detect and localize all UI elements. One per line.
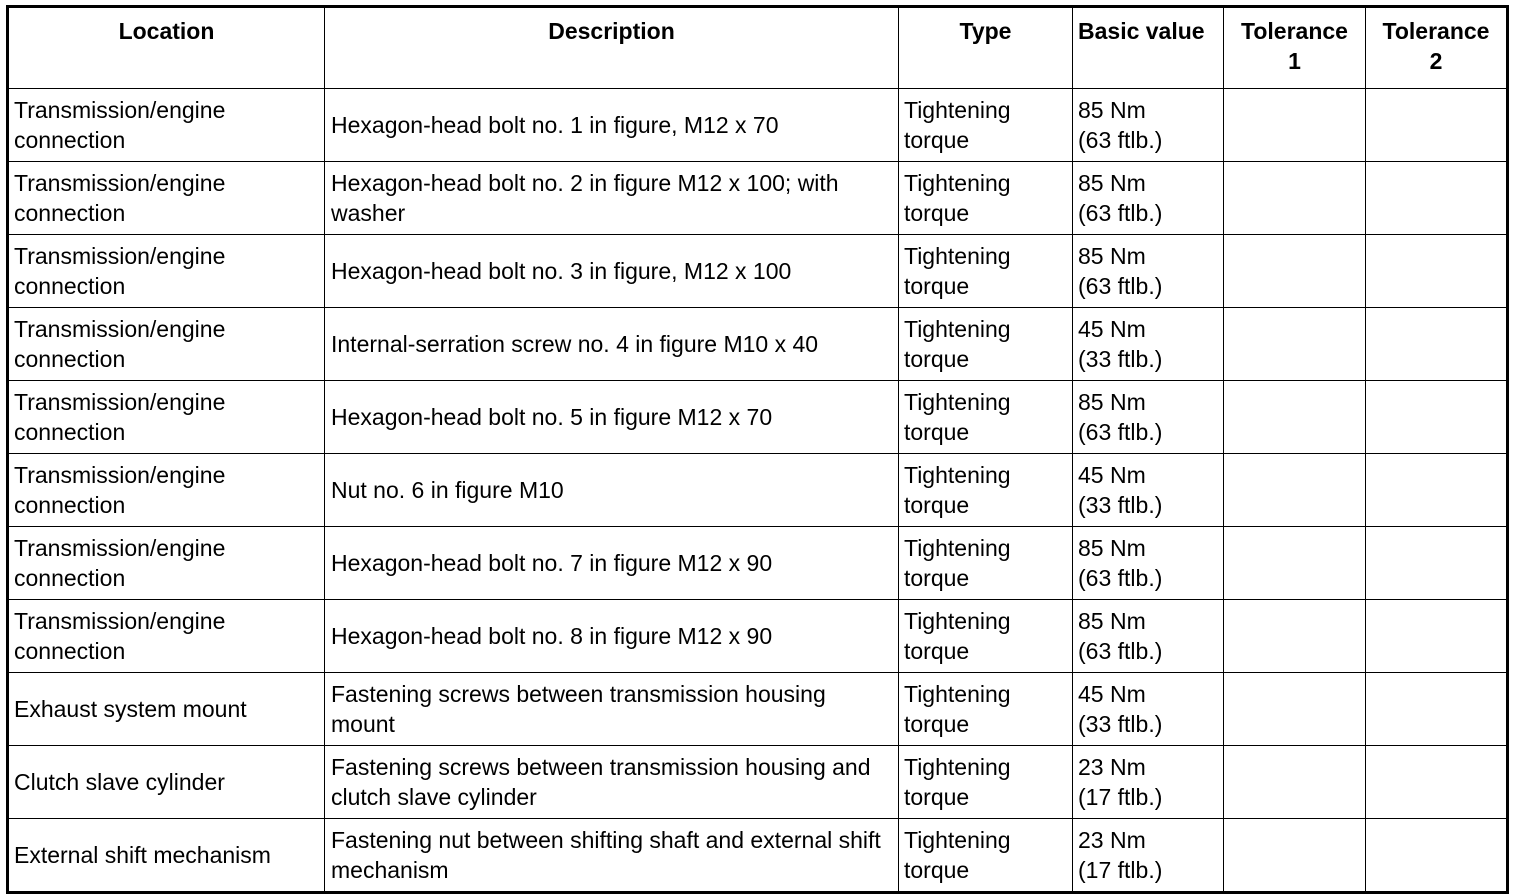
location-cell: Transmission/engine connection <box>8 308 325 381</box>
value-nm: 85 Nm <box>1078 389 1146 415</box>
value-ftlb: (33 ftlb.) <box>1078 492 1163 518</box>
header-tolerance-2-label: Tolerance <box>1382 18 1490 44</box>
location-cell: Clutch slave cylinder <box>8 746 325 819</box>
tolerance-2-cell <box>1366 308 1508 381</box>
tolerance-2-cell <box>1366 673 1508 746</box>
basic-value-cell <box>1073 600 1224 673</box>
tolerance-2-cell <box>1366 746 1508 819</box>
type-cell: Tightening torque <box>899 308 1073 381</box>
value-ftlb: (63 ftlb.) <box>1078 419 1163 445</box>
value-nm: 45 Nm <box>1078 316 1146 342</box>
value-nm: 85 Nm <box>1078 170 1146 196</box>
basic-value-cell <box>1073 527 1224 600</box>
tolerance-1-cell <box>1224 746 1366 819</box>
tolerance-1-cell <box>1224 89 1366 162</box>
value-nm: 45 Nm <box>1078 462 1146 488</box>
basic-value-cell <box>1073 308 1224 381</box>
tolerance-2-cell <box>1366 454 1508 527</box>
value-ftlb: (63 ftlb.) <box>1078 638 1163 664</box>
value-nm: 85 Nm <box>1078 243 1146 269</box>
table-row <box>8 746 1508 819</box>
header-row <box>8 7 1508 89</box>
location-cell: Transmission/engine connection <box>8 235 325 308</box>
value-ftlb: (63 ftlb.) <box>1078 127 1163 153</box>
tolerance-2-cell <box>1366 162 1508 235</box>
table-row <box>8 89 1508 162</box>
location-cell: Transmission/engine connection <box>8 89 325 162</box>
header-tolerance-1 <box>1224 7 1366 89</box>
description-cell: Hexagon-head bolt no. 2 in figure M12 x 100; with washer <box>325 162 899 235</box>
description-cell: Hexagon-head bolt no. 3 in figure, M12 x 100 <box>325 235 899 308</box>
basic-value-cell <box>1073 89 1224 162</box>
tolerance-2-cell <box>1366 819 1508 893</box>
type-cell: Tightening torque <box>899 235 1073 308</box>
value-ftlb: (33 ftlb.) <box>1078 346 1163 372</box>
value-ftlb: (63 ftlb.) <box>1078 200 1163 226</box>
type-cell: Tightening torque <box>899 454 1073 527</box>
tolerance-1-cell <box>1224 527 1366 600</box>
type-cell: Tightening torque <box>899 600 1073 673</box>
location-cell: Exhaust system mount <box>8 673 325 746</box>
location-cell: Transmission/engine connection <box>8 162 325 235</box>
table-row <box>8 162 1508 235</box>
header-tolerance-2-number: 2 <box>1429 48 1443 74</box>
tolerance-1-cell <box>1224 162 1366 235</box>
value-ftlb: (17 ftlb.) <box>1078 784 1163 810</box>
header-location: Location <box>8 7 325 89</box>
type-cell: Tightening torque <box>899 89 1073 162</box>
basic-value-cell <box>1073 673 1224 746</box>
value-ftlb: (17 ftlb.) <box>1078 857 1163 883</box>
type-cell: Tightening torque <box>899 746 1073 819</box>
location-cell: Transmission/engine connection <box>8 527 325 600</box>
tolerance-2-cell <box>1366 235 1508 308</box>
description-cell: Fastening screws between transmission housing and clutch slave cylinder <box>325 746 899 819</box>
value-ftlb: (33 ftlb.) <box>1078 711 1163 737</box>
header-tolerance-1-label: Tolerance <box>1241 18 1348 44</box>
header-description: Description <box>325 7 899 89</box>
torque-spec-table <box>6 5 1509 894</box>
header-type: Type <box>899 7 1073 89</box>
table-row <box>8 308 1508 381</box>
description-cell: Fastening nut between shifting shaft and external shift mechanism <box>325 819 899 893</box>
tolerance-1-cell <box>1224 673 1366 746</box>
header-tolerance-1-number: 1 <box>1288 48 1301 74</box>
basic-value-cell <box>1073 381 1224 454</box>
type-cell: Tightening torque <box>899 381 1073 454</box>
location-cell: External shift mechanism <box>8 819 325 893</box>
location-cell: Transmission/engine connection <box>8 454 325 527</box>
description-cell: Internal-serration screw no. 4 in figure M10 x 40 <box>325 308 899 381</box>
table-body <box>8 89 1508 893</box>
table-row <box>8 600 1508 673</box>
table-row <box>8 819 1508 893</box>
tolerance-1-cell <box>1224 819 1366 893</box>
table-row <box>8 381 1508 454</box>
table-row <box>8 454 1508 527</box>
description-cell: Hexagon-head bolt no. 8 in figure M12 x 90 <box>325 600 899 673</box>
value-nm: 45 Nm <box>1078 681 1146 707</box>
value-nm: 85 Nm <box>1078 535 1146 561</box>
table-row <box>8 673 1508 746</box>
location-cell: Transmission/engine connection <box>8 600 325 673</box>
tolerance-1-cell <box>1224 381 1366 454</box>
type-cell: Tightening torque <box>899 819 1073 893</box>
table-row <box>8 235 1508 308</box>
tolerance-2-cell <box>1366 527 1508 600</box>
description-cell: Hexagon-head bolt no. 1 in figure, M12 x 70 <box>325 89 899 162</box>
table-row <box>8 527 1508 600</box>
tolerance-2-cell <box>1366 381 1508 454</box>
description-cell: Fastening screws between transmission housing mount <box>325 673 899 746</box>
tolerance-2-cell <box>1366 600 1508 673</box>
tolerance-1-cell <box>1224 308 1366 381</box>
value-ftlb: (63 ftlb.) <box>1078 565 1163 591</box>
value-nm: 23 Nm <box>1078 754 1146 780</box>
description-cell: Hexagon-head bolt no. 7 in figure M12 x 90 <box>325 527 899 600</box>
basic-value-cell <box>1073 819 1224 893</box>
tolerance-1-cell <box>1224 454 1366 527</box>
header-tolerance-2 <box>1366 7 1508 89</box>
header-basic-value: Basic value <box>1073 7 1224 89</box>
tolerance-1-cell <box>1224 600 1366 673</box>
basic-value-cell <box>1073 162 1224 235</box>
description-cell: Hexagon-head bolt no. 5 in figure M12 x 70 <box>325 381 899 454</box>
value-nm: 23 Nm <box>1078 827 1146 853</box>
value-nm: 85 Nm <box>1078 608 1146 634</box>
tolerance-1-cell <box>1224 235 1366 308</box>
value-nm: 85 Nm <box>1078 97 1146 123</box>
basic-value-cell <box>1073 746 1224 819</box>
type-cell: Tightening torque <box>899 527 1073 600</box>
description-cell: Nut no. 6 in figure M10 <box>325 454 899 527</box>
basic-value-cell <box>1073 454 1224 527</box>
location-cell: Transmission/engine connection <box>8 381 325 454</box>
value-ftlb: (63 ftlb.) <box>1078 273 1163 299</box>
type-cell: Tightening torque <box>899 673 1073 746</box>
type-cell: Tightening torque <box>899 162 1073 235</box>
tolerance-2-cell <box>1366 89 1508 162</box>
basic-value-cell <box>1073 235 1224 308</box>
